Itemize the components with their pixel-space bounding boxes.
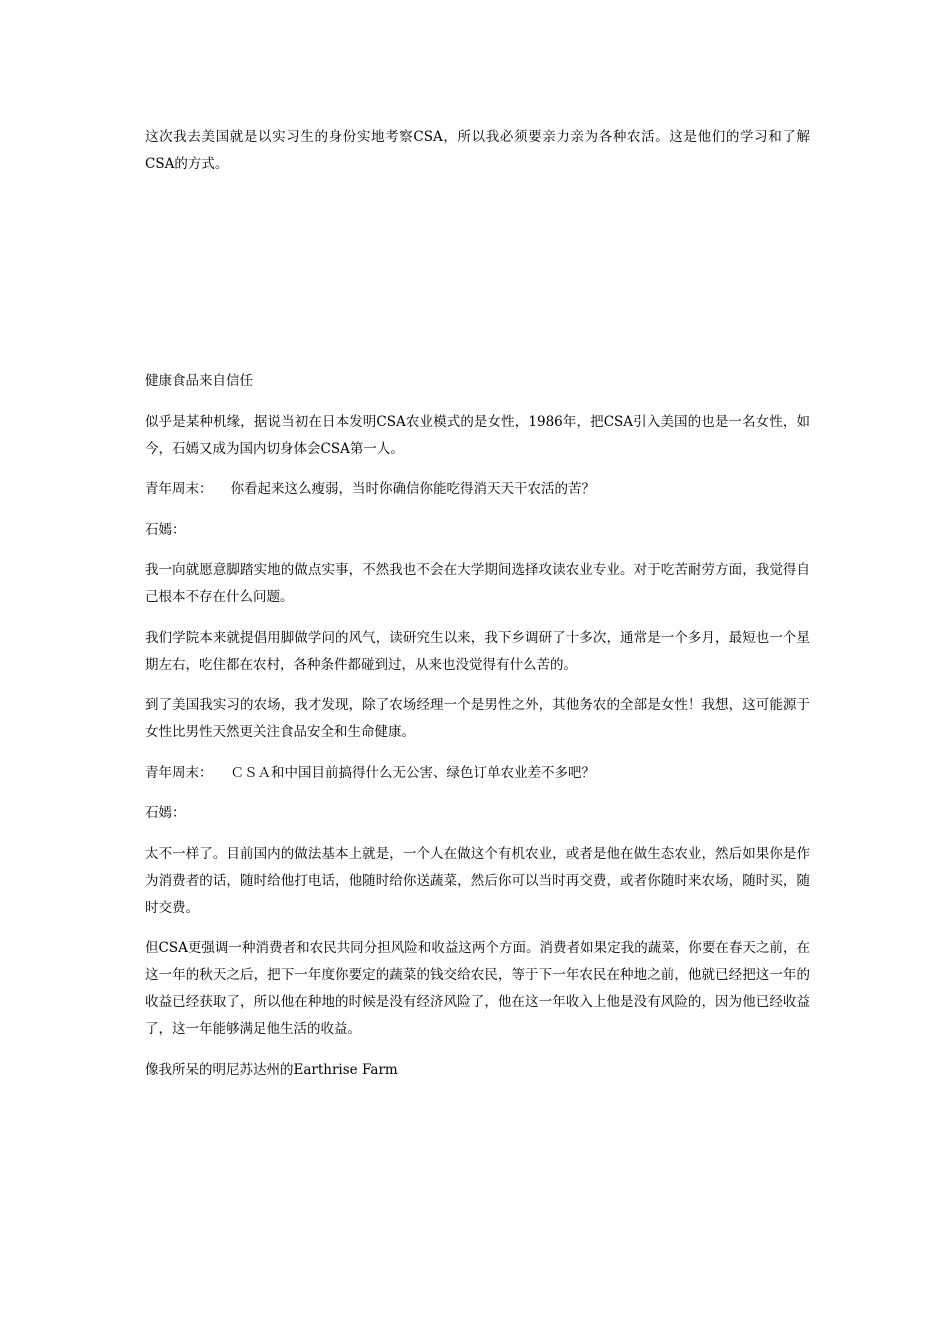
intro-section [145,124,810,178]
intro-paragraph: 这次我去美国就是以实习生的身份实地考察CSA，所以我必须要亲力亲为各种农活。这是他们的学习和了解CSA的方式。 [145,129,810,172]
section-title: 健康食品来自信任 [145,373,253,389]
interviewer-label: 青年周末： [145,764,213,781]
question-1 [145,476,810,503]
article-body [145,368,810,1097]
answer-2-label: 石嫣： [145,805,186,821]
answer-1-label: 石嫣： [145,521,186,538]
question-2 [145,760,810,787]
interviewer-label: 青年周末： [145,481,213,497]
answer-2-paragraph-1: 太不一样了。目前国内的做法基本上就是，一个人在做这个有机农业，或者是他在做生态农业，然后如果你是作为消费者的话，随时给他打电话，他随时给你送蔬菜，然后你可以当时再交费，或者你随时来农场，随时买，随时交费。 [145,845,810,916]
answer-2-paragraph-3: 像我所呆的明尼苏达州的Earthrise Farm [145,1061,398,1078]
question-2-text: ＣＳＡ和中国目前搞得什么无公害、绿色订单农业差不多吧？ [230,764,595,781]
paragraph-origin: 似乎是某种机缘，据说当初在日本发明CSA农业模式的是女性，1986年，把CSA引入美国的也是一名女性，如今，石嫣又成为国内切身体会CSA第一人。 [145,413,810,457]
answer-1-paragraph-1: 我一向就愿意脚踏实地的做点实事，不然我也不会在大学期间选择攻读农业专业。对于吃苦耐劳方面，我觉得自己根本不存在什么问题。 [145,562,810,605]
answer-1-paragraph-3: 到了美国我实习的农场，我才发现，除了农场经理一个是男性之外，其他务农的全部是女性！我想，这可能源于女性比男性天然更关注食品安全和生命健康。 [145,697,810,740]
question-1-text: 你看起来这么瘦弱，当时你确信你能吃得消天天干农活的苦？ [230,481,595,497]
answer-1-paragraph-2: 我们学院本来就提倡用脚做学问的风气，读研究生以来，我下乡调研了十多次，通常是一个多月，最短也一个星期左右，吃住都在农村，各种条件都碰到过，从来也没觉得有什么苦的。 [145,629,810,673]
answer-2-paragraph-2: 但CSA更强调一种消费者和农民共同分担风险和收益这两个方面。消费者如果定我的蔬菜，你要在春天之前，在这一年的秋天之后，把下一年度你要定的蔬菜的钱交给农民，等于下一年农民在种地之前，他就已经把这一年的收益已经获取了，所以他在种地的时候是没有经济风险了，他在这一年收入上他是没有风险的，因为他已经收益了，这一年能够满足他生活的收益。 [145,940,810,1037]
